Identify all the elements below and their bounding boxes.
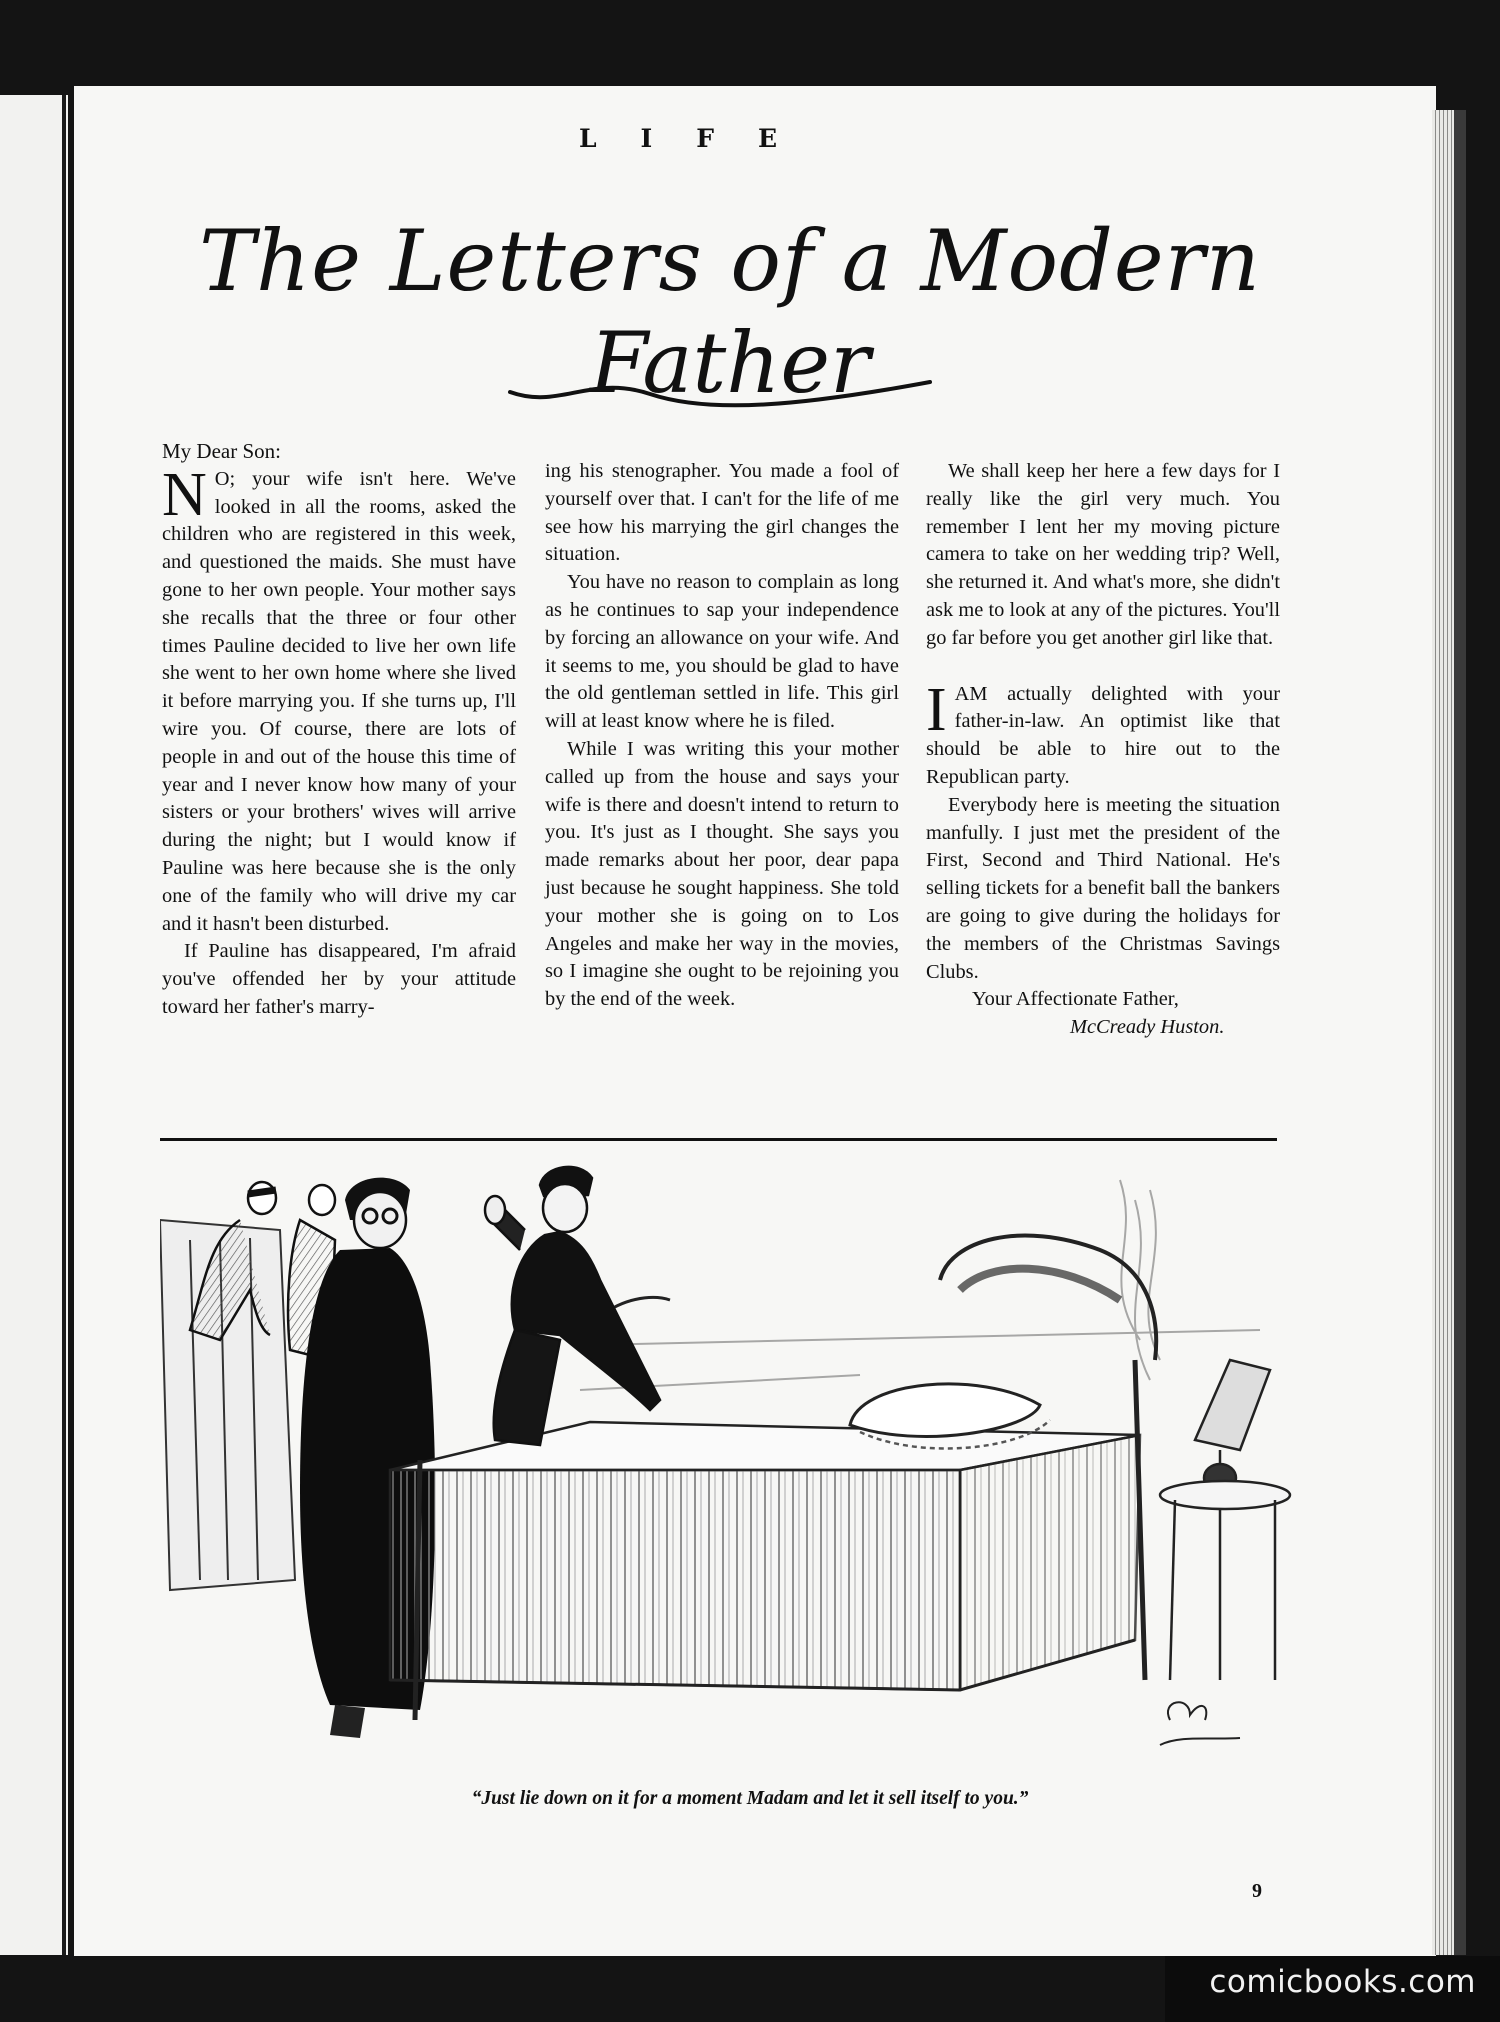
article-title-line-2: Father: [589, 314, 871, 412]
paragraph: We shall keep her here a few days for I really like the girl very much. You remember I lent her my moving picture camera to take on her wedding trip? Well, she returned it. And what's more, she didn't ask me to look at any of the pictures. You'll go far before you get another girl like that.: [926, 460, 1280, 649]
paragraph: [162, 460, 516, 939]
watermark-banner: [1165, 1956, 1500, 2022]
artist-signature: [1160, 1702, 1240, 1745]
drop-cap: N: [162, 460, 207, 529]
article-column-2: [545, 458, 899, 1014]
paragraph: You have no reason to complain as long as he continues to sap your independence by forcing an allowance on your wife. And it seems to me, you should be glad to have the old gentleman settled in life. This girl will at least know where he is filed.: [545, 571, 899, 733]
page-stack-edge: [1432, 110, 1454, 1955]
article-title-line-1: The Letters of a Modern: [199, 212, 1261, 310]
paragraph-text: AM actually delighted with your father-in-law. An optimist like that should be able to hire out to the Republican party.: [926, 682, 1280, 788]
page-number: 9: [1252, 1880, 1262, 1902]
paragraph: ing his stenographer. You made a fool of yourself over that. I can't for the life of me see how his marrying the girl changes the situation.: [545, 460, 899, 566]
section-break: [926, 653, 1280, 681]
article-column-1: [162, 438, 516, 1022]
salesman-figure: [485, 1167, 660, 1445]
background-sketch: [580, 1180, 1260, 1390]
paragraph: Everybody here is meeting the situation manfully. I just met the president of the First, Second and Third National. He's selling tickets for a benefit ball the bankers are going to give during the holidays for the members of the Christmas Savings Clubs.: [926, 793, 1280, 983]
watermark-text: comicbooks.com: [1209, 1964, 1476, 2000]
salutation: My Dear Son:: [162, 439, 281, 463]
paragraph: [926, 675, 1280, 792]
letter-closing: Your Affectionate Father,: [972, 988, 1179, 1011]
bed-sketch: [390, 1236, 1156, 1720]
previous-page-edge: [0, 95, 68, 1955]
nightstand-lamp-sketch: [1160, 1360, 1290, 1680]
drop-cap: I: [926, 675, 947, 744]
paragraph: While I was writing this your mother called up from the house and says your wife is there and doesn't intend to return to you. It's just as I thought. She says you made remarks about her poor, dear papa just because he sought happiness. She told your mother she is going on to Los Angeles and make her way in the movies, so I imagine she ought to be rejoining you by the end of the week.: [545, 737, 899, 1011]
article-column-3: [926, 458, 1280, 1042]
paragraph-text: O; your wife isn't here. We've looked in all the rooms, asked the children who are registered in this week, and questioned the maids. She must have gone to her own people. Your mother says she recalls that the three or four other times Pauline decided to live her own life she went to her own home where she lived it before marrying you. If she turns up, I'll wire you. Of course, there are lots of people in and out of the house this time of year and I never know how many of your sisters or your brothers' wives will arrive during the night; but I would know if Pauline was here because she is the only one of the family who will drive my car and it hasn't been disturbed.: [162, 467, 516, 935]
masthead: LIFE: [578, 124, 822, 153]
title-swash-ornament: [500, 370, 940, 410]
paragraph: If Pauline has disappeared, I'm afraid you've offended her by your attitude toward her father's marry-: [162, 940, 516, 1018]
page-stack-shadow: [1454, 110, 1466, 1955]
horizontal-rule: [160, 1138, 1277, 1141]
illustration-caption: “Just lie down on it for a moment Madam and let it sell itself to you.”: [471, 1788, 1029, 1809]
author-signature: McCready Huston.: [1070, 1016, 1225, 1039]
cartoon-illustration: [160, 1160, 1300, 1780]
page-gutter: [62, 95, 66, 1955]
